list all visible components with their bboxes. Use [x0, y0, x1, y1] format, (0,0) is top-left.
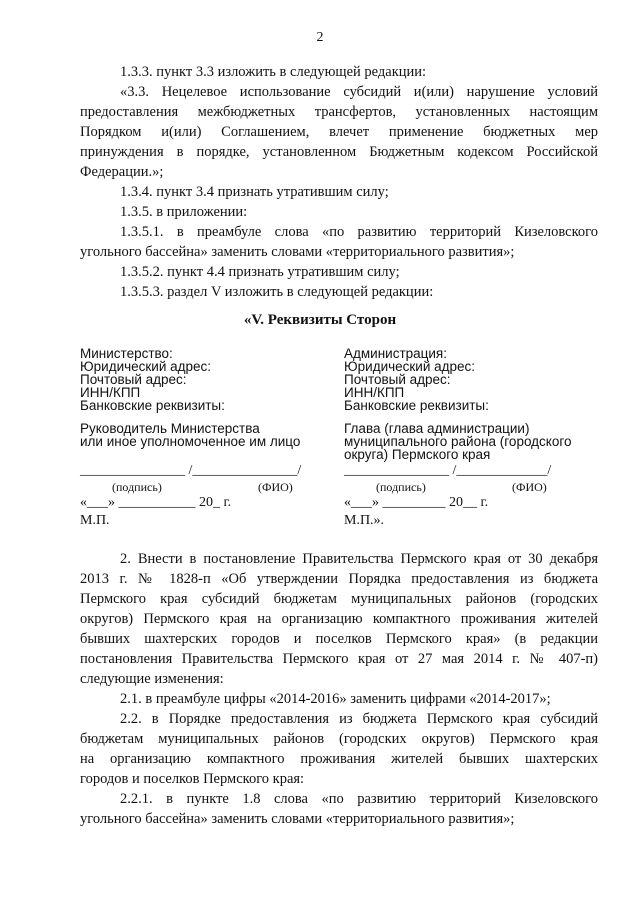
paragraph-line: принуждения в порядке, установленном Бюджетным кодексом Российской: [80, 144, 598, 160]
requisite-line: Юридический адрес:: [80, 359, 212, 374]
paragraph-line: 1.3.3. пункт 3.3 изложить в следующей редакции:: [120, 64, 427, 80]
paragraph-line: постановления Правительства Пермского края от 27 мая 2014 г. № 407-п): [80, 651, 598, 667]
paragraph-line: «3.3. Нецелевое использование субсидий и(или) нарушение условий: [120, 84, 598, 100]
name-caption: (ФИО): [512, 480, 547, 494]
paragraph-line: Пермского края субсидий бюджетам муниципальных районов (городских: [80, 591, 598, 607]
requisite-line: Министерство:: [80, 346, 173, 361]
stamp-label: М.П.».: [344, 513, 385, 528]
signature-caption: (подпись): [376, 480, 426, 494]
signatory-line: Глава (глава администрации): [344, 421, 530, 436]
paragraph-line: 2. Внести в постановление Правительства Пермского края от 30 декабря: [120, 551, 598, 567]
name-caption: (ФИО): [258, 480, 293, 494]
paragraph-line: бывших шахтерских городов и поселков Пермского края» (в редакции: [80, 631, 598, 647]
paragraph-line: 2.2. в Порядке предоставления из бюджета Пермского края субсидий: [120, 711, 598, 727]
paragraph-line: угольного бассейна» заменить словами «территориального развития»;: [80, 244, 515, 260]
paragraph-line: 1.3.5. в приложении:: [120, 204, 248, 220]
paragraph-line: угольного бассейна» заменить словами «территориального развития»;: [80, 811, 515, 827]
requisite-line: Администрация:: [344, 346, 447, 361]
paragraph-line: следующие изменения:: [80, 671, 224, 687]
signatory-line: или иное уполномоченное им лицо: [80, 434, 301, 449]
requisite-line: Банковские реквизиты:: [344, 398, 489, 413]
date-line: «___» _________ 20__ г.: [344, 495, 489, 510]
paragraph-line: Федерации.»;: [80, 164, 164, 180]
paragraph-line: на организацию компактного проживания жителей бывших шахтерских: [80, 751, 598, 767]
signature-caption: (подпись): [112, 480, 162, 494]
stamp-label: М.П.: [80, 513, 110, 528]
paragraph-line: 1.3.5.1. в преамбуле слова «по развитию территорий Кизеловского: [120, 224, 598, 240]
signature-line: _______________ /_____________/: [344, 463, 552, 478]
paragraph-line: городов и поселков Пермского края:: [80, 771, 305, 787]
signatory-line: муниципального района (городского: [344, 434, 572, 449]
requisite-line: ИНН/КПП: [344, 385, 405, 400]
requisite-line: ИНН/КПП: [80, 385, 141, 400]
paragraph-line: бюджетам муниципальных районов (городских округов) Пермского края: [80, 731, 598, 747]
date-line: «___» ___________ 20_ г.: [80, 495, 232, 510]
section-heading: «V. Реквизиты Сторон: [243, 312, 397, 328]
paragraph-line: округов) Пермского края на организацию компактного проживания жителей: [80, 611, 598, 627]
paragraph-line: 2.2.1. в пункте 1.8 слова «по развитию территорий Кизеловского: [120, 791, 598, 807]
requisite-line: Почтовый адрес:: [80, 372, 187, 387]
paragraph-line: Порядком и(или) Соглашением, влечет применение бюджетных мер: [80, 124, 598, 140]
signature-line: _______________ /_______________/: [80, 463, 302, 478]
paragraph-line: 2.1. в преамбуле цифры «2014-2016» заменить цифрами «2014-2017»;: [120, 691, 551, 707]
page-number: 2: [316, 30, 324, 45]
paragraph-line: 2013 г. № 1828-п «Об утверждении Порядка предоставления из бюджета: [80, 571, 598, 587]
requisite-line: Банковские реквизиты:: [80, 398, 225, 413]
signatory-line: округа) Пермского края: [344, 447, 491, 462]
requisite-line: Почтовый адрес:: [344, 372, 451, 387]
paragraph-line: 1.3.4. пункт 3.4 признать утратившим силу;: [120, 184, 389, 200]
paragraph-line: 1.3.5.2. пункт 4.4 признать утратившим силу;: [120, 264, 400, 280]
paragraph-line: предоставления межбюджетных трансфертов, установленных настоящим: [80, 104, 598, 120]
paragraph-line: 1.3.5.3. раздел V изложить в следующей редакции:: [120, 284, 434, 300]
requisite-line: Юридический адрес:: [344, 359, 476, 374]
signatory-line: Руководитель Министерства: [80, 421, 260, 436]
